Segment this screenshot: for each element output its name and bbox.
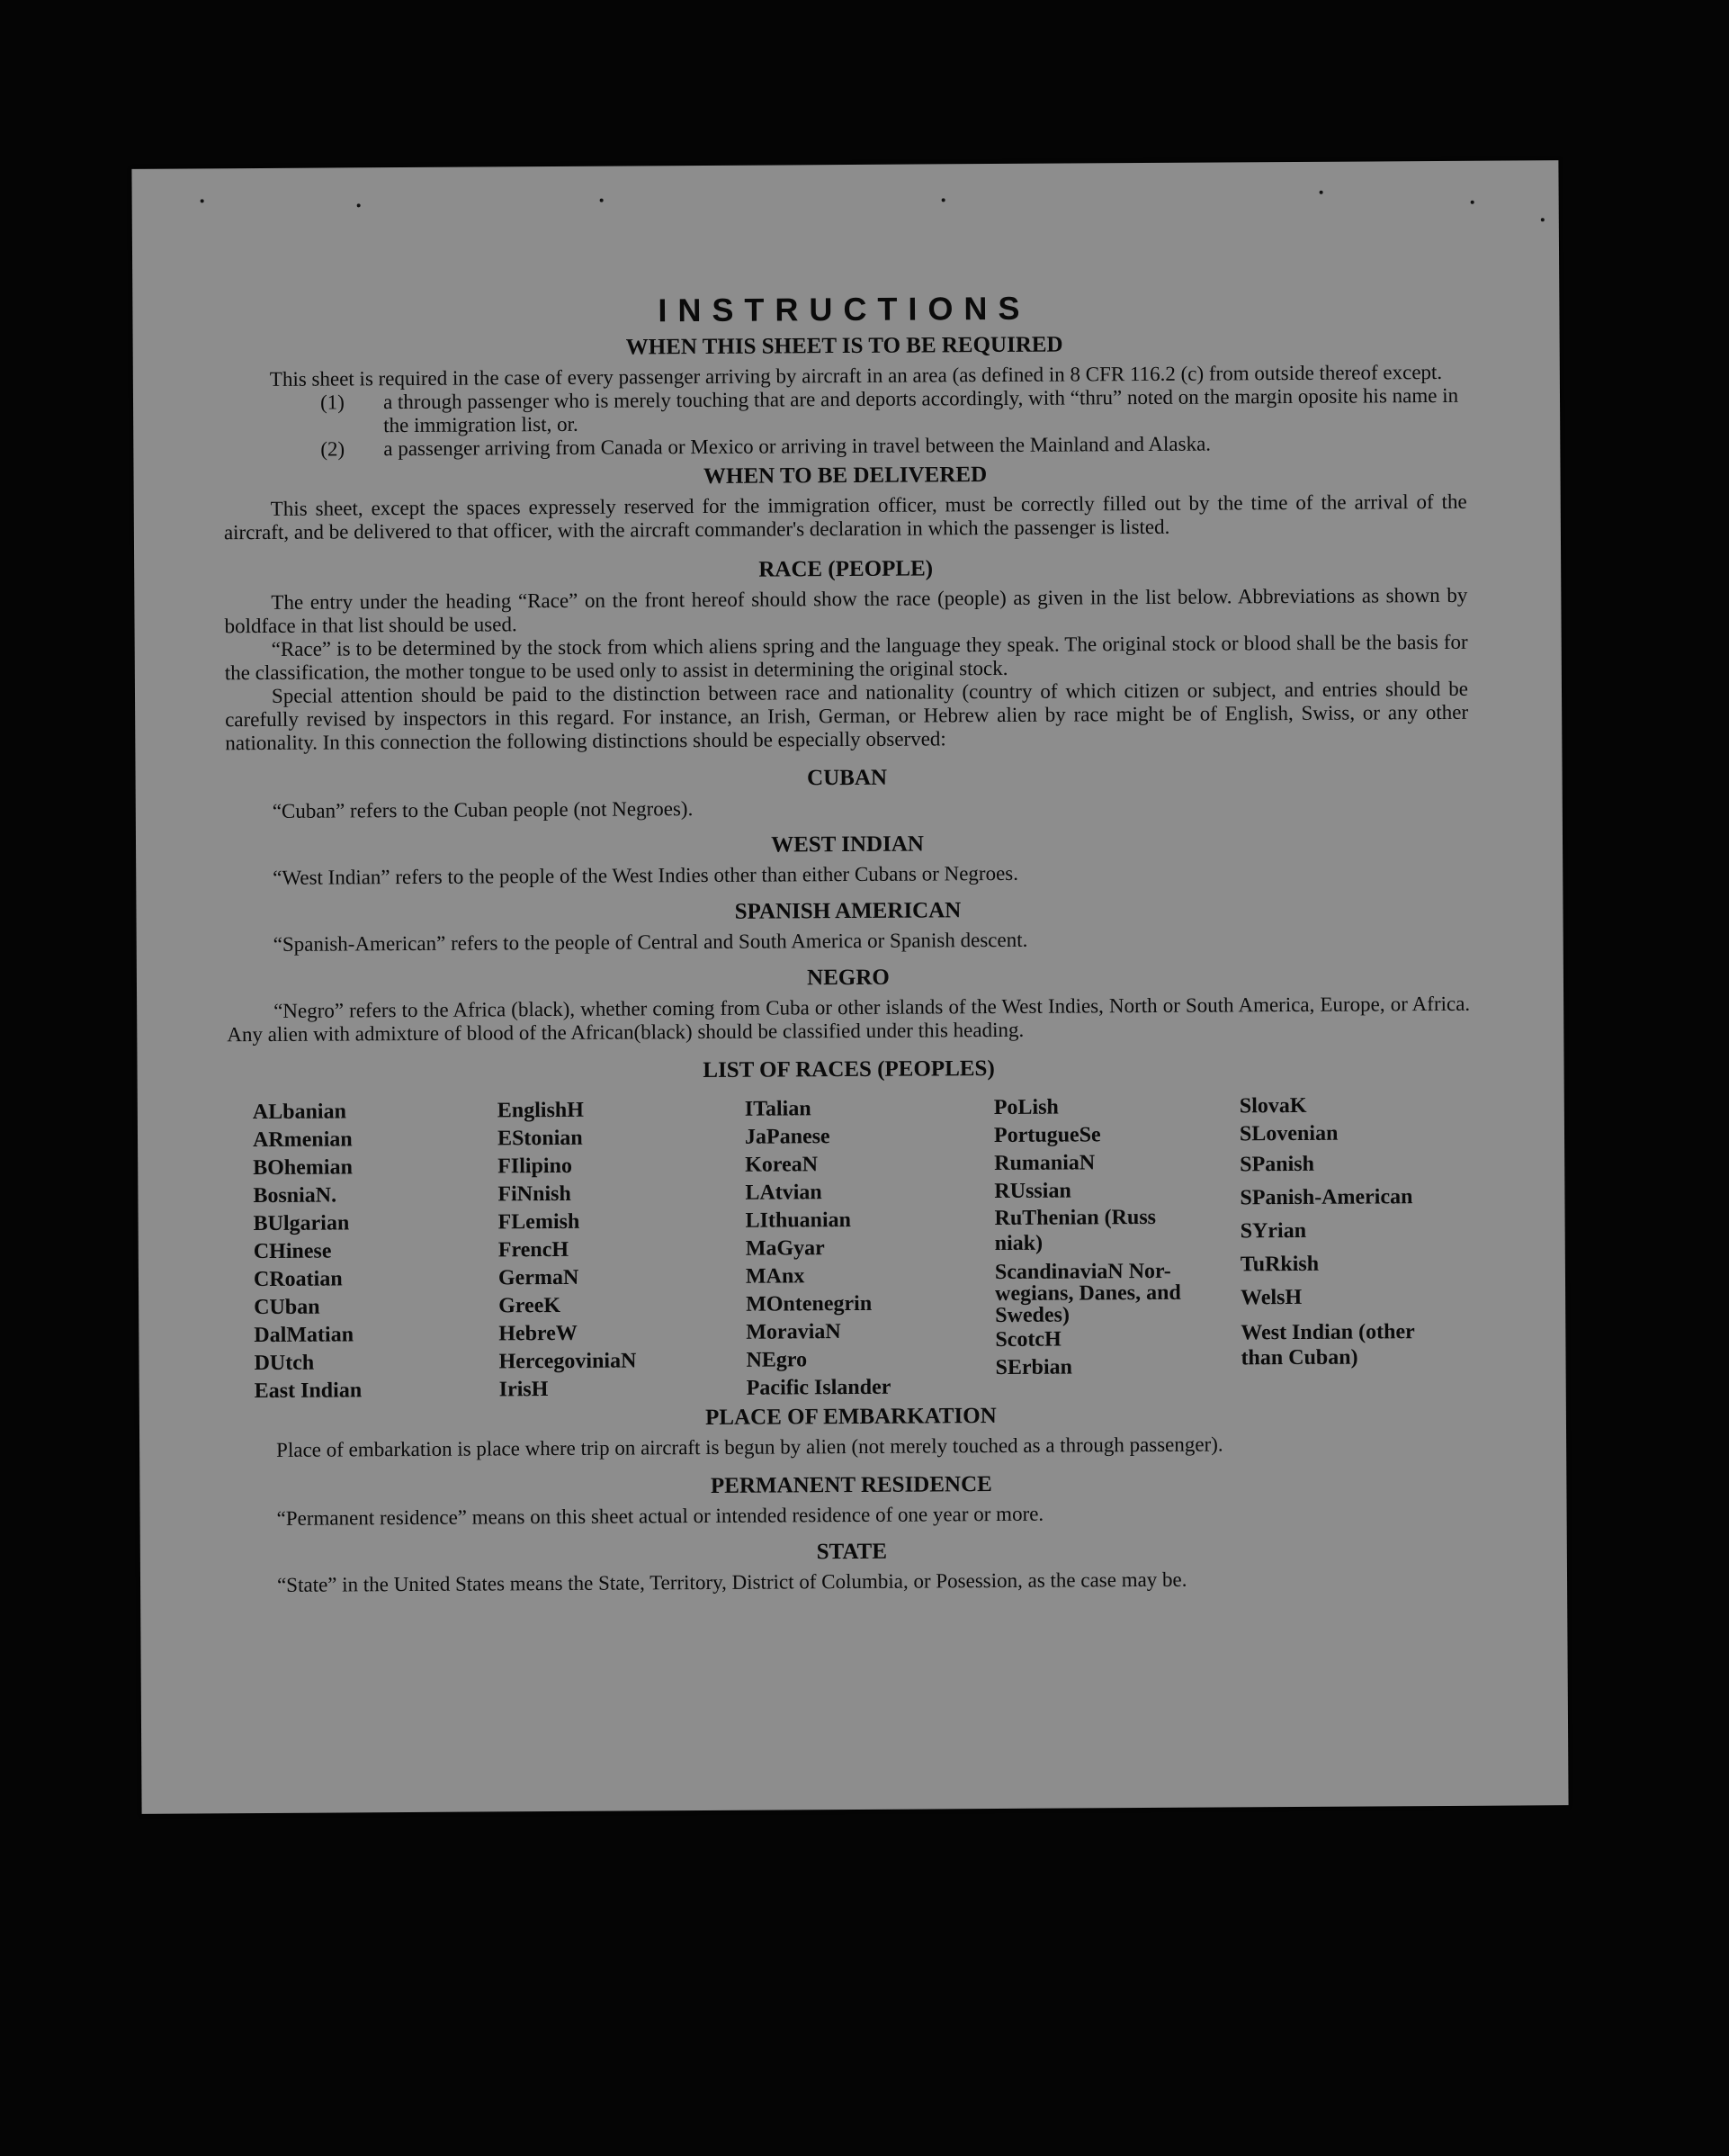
race-entry: West Indian (other than Cuban) [1241,1320,1415,1370]
section-heading-when-delivered: WHEN TO BE DELIVERED [703,463,988,489]
section-heading-residence: PERMANENT RESIDENCE [710,1472,992,1498]
race-entry: KoreaN [745,1153,819,1177]
race-entry: EStonian [497,1126,583,1151]
race-entry: JaPanese [744,1125,830,1149]
race-entry: PoLish [993,1095,1059,1120]
race-entry: EnglishH [497,1098,584,1123]
section-heading-west-indian: WEST INDIAN [771,831,924,858]
race-entry: HebreW [498,1321,578,1346]
section-heading-state: STATE [816,1539,888,1565]
races-table [228,1091,1473,1403]
section-heading-embarkation: PLACE OF EMBARKATION [705,1404,997,1430]
races-column-1 [253,1098,362,1406]
race-entry: IrisH [498,1378,549,1402]
race-entry: RuThenian (Russ niak) [994,1205,1157,1256]
embarkation-text: Place of embarkation is place where trip on aircraft is begun by alien (not merely touched as a through passenger). [276,1433,1223,1461]
race-entry: LIthuanian [745,1208,852,1233]
race-entry: FLemish [497,1209,580,1235]
race-entry: MOntenegrin [746,1291,873,1316]
race-paragraph-1: The entry under the heading “Race” on the front hereof should show the race (people) as given in the list below. Abbreviations as shown by boldface in that list should be used. [224,583,1468,638]
race-entry: DUtch [254,1351,315,1376]
race-entry: SErbian [995,1355,1073,1380]
speck-mark [1541,218,1545,221]
races-column-2 [497,1096,637,1404]
race-entry: CRoatian [253,1267,343,1292]
race-entry: TuRkish [1240,1252,1320,1277]
section-heading-race: RACE (PEOPLE) [758,556,934,582]
race-entry: MoraviaN [746,1320,841,1344]
spanish-american-text: “Spanish-American” refers to the people of Central and South America or Spanish descent. [273,928,1028,956]
when-required-intro: This sheet is required in the case of every passenger arriving by aircraft in an area (as defined in 8 CFR 116.2 (c) from outside thereof except. [269,360,1443,391]
race-entry: NEgro [746,1348,808,1372]
item-text: a through passenger who is merely touching that are and deports accordingly, with “thru” noted on the margin oposite his name in the immigration list, or. [382,383,1459,437]
race-entry: FrencH [497,1237,569,1262]
residence-text: “Permanent residence” means on this sheet actual or intended residence of one year or more. [276,1502,1044,1530]
negro-text: “Negro” refers to the Africa (black), whether coming from Cuba or other islands of the West Indies, North or South America, Europe, or Africa. Any alien with admixture of blood of the African(black) should be classified under this heading. [227,992,1471,1047]
speck-mark [942,198,945,202]
race-entry: ALbanian [252,1100,346,1125]
race-entry: GreeK [498,1293,561,1318]
speck-mark [357,203,361,207]
section-heading-list-of-races: LIST OF RACES (PEOPLES) [703,1056,995,1083]
race-entry: BUlgarian [253,1211,350,1236]
race-entry: CHinese [253,1239,332,1264]
race-entry: FiNnish [497,1181,571,1207]
item-number: (1) [319,391,345,414]
races-column-4 [994,1093,1203,1382]
race-entry: ScotcH [995,1327,1062,1352]
race-entry: DalMatian [254,1323,354,1348]
race-entry: CUban [254,1295,320,1320]
speck-mark [1471,201,1474,204]
race-entry: ScandinaviaN Nor-wegians, Danes, and Swedes) [994,1259,1181,1328]
cuban-text: “Cuban” refers to the Cuban people (not Negroes). [272,797,694,822]
race-entry: MAnx [745,1264,805,1289]
page-title: INSTRUCTIONS [658,289,1031,329]
west-indian-text: “West Indian” refers to the people of the West Indies other than either Cubans or Negroes. [273,861,1019,889]
race-entry: ARmenian [252,1127,353,1153]
race-entry: BOhemian [253,1155,353,1181]
speck-mark [600,199,604,202]
instructions-body [222,287,1474,1597]
races-column-3 [745,1095,891,1403]
race-paragraph-3: Special attention should be paid to the distinction between race and nationality (country of which citizen or subject, and entries should be carefully revised by inspectors in this regard. For instance, an Irish, German, or Hebrew alien by race might be of English, Swiss, or any other nationality. In this connection the following distinctions should be especially observed: [225,677,1469,755]
race-entry: BosniaN. [253,1183,337,1208]
race-entry: FIlipino [497,1154,572,1179]
exception-item [223,384,1466,438]
race-entry: Pacific Islander [746,1375,891,1400]
race-entry: SPanish-American [1240,1185,1413,1210]
race-entry: GermaN [497,1265,579,1290]
race-paragraph-2: “Race” is to be determined by the stock from which aliens spring and the language they speak. The original stock or blood shall be the basis for the classification, the mother tongue to be used only to assist in determining the original stock. [224,630,1468,685]
section-heading-spanish-american: SPANISH AMERICAN [734,898,962,924]
section-heading-cuban: CUBAN [807,765,888,791]
state-text: “State” in the United States means the State, Territory, District of Columbia, or Posession, as the case may be. [276,1568,1187,1596]
race-entry: ITalian [744,1097,811,1121]
races-column-5 [1240,1091,1457,1376]
race-entry: SlovaK [1239,1093,1307,1118]
section-heading-when-required: WHEN THIS SHEET IS TO BE REQUIRED [625,332,1063,360]
item-number: (2) [320,437,345,461]
race-entry: LAtvian [745,1181,822,1205]
when-delivered-text: This sheet, except the spaces expressely reserved for the immigration officer, must be correctly filled out by the time of the arrival of the aircraft, and be delivered to that officer, with the aircraft commander's declaration in which the passenger is listed. [223,490,1467,544]
race-entry: WelsH [1241,1285,1303,1310]
race-entry: SPanish [1240,1152,1315,1177]
speck-mark [1320,191,1323,194]
section-heading-negro: NEGRO [807,965,890,991]
race-entry: East Indian [254,1379,363,1404]
race-entry: RumaniaN [994,1151,1096,1176]
document-page [131,160,1568,1814]
item-text: a passenger arriving from Canada or Mexico or arriving in travel between the Mainland and Alaska. [383,432,1212,461]
race-entry: HercegoviniaN [498,1349,637,1374]
race-entry: SYrian [1240,1218,1307,1244]
speck-mark [201,199,204,202]
race-entry: SLovenian [1239,1121,1339,1146]
race-entry: MaGyar [745,1236,825,1261]
race-entry: RUssian [994,1179,1071,1204]
race-entry: PortugueSe [993,1123,1101,1148]
